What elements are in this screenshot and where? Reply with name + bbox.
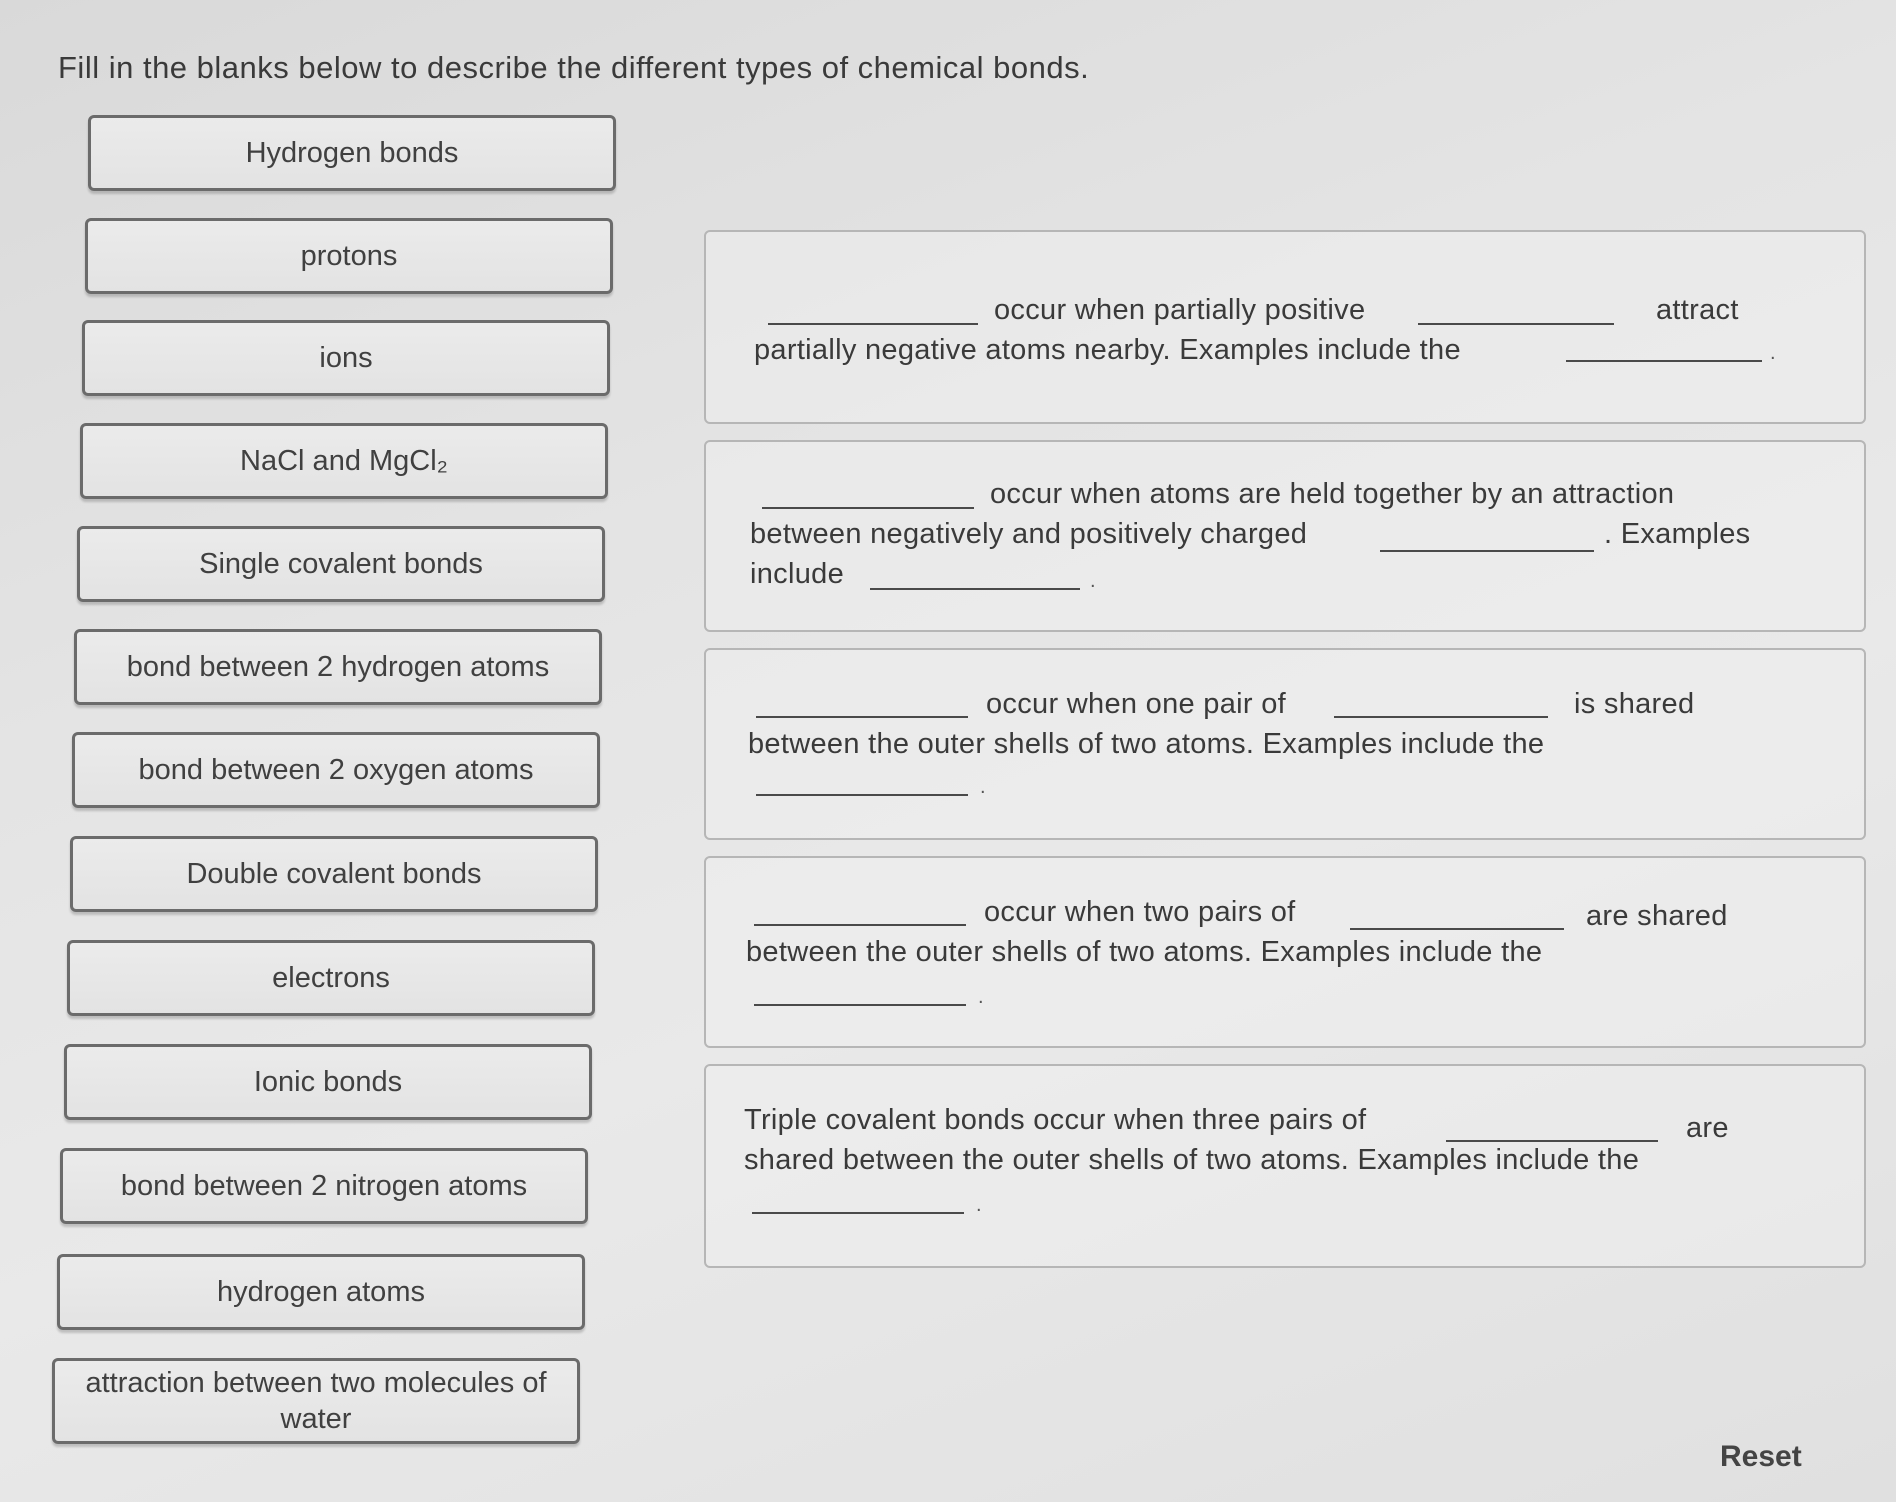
chip-hydrogen-bonds[interactable]: Hydrogen bonds [88,115,616,191]
chip-double-covalent-bonds[interactable]: Double covalent bonds [70,836,598,912]
passage-triple-covalent [704,1064,1866,1268]
ionic-end-punct: . [1090,570,1096,592]
triple-line1-end-text: are [1686,1112,1729,1144]
passage-ionic-bonds [704,440,1866,632]
single-line1-end-text: is shared [1574,688,1695,720]
blank-single-bond-type[interactable] [756,716,968,718]
blank-single-example[interactable] [756,794,968,796]
single-end-punct: . [980,776,986,798]
double-end-punct: . [978,986,984,1008]
chip-protons[interactable]: protons [85,218,613,294]
chip-attraction-water[interactable]: attraction between two molecules of water [52,1358,580,1444]
blank-hydrogen-bond-type[interactable] [768,323,978,325]
blank-double-example[interactable] [754,1004,966,1006]
ionic-line2-end-text: . Examples [1604,518,1751,550]
chip-bond-2-oxygen[interactable]: bond between 2 oxygen atoms [72,732,600,808]
double-line1-end-text: are shared [1586,900,1728,932]
instructions-text: Fill in the blanks below to describe the different types of chemical bonds. [58,50,1090,85]
chip-single-covalent-bonds[interactable]: Single covalent bonds [77,526,605,602]
blank-double-shared[interactable] [1350,928,1564,930]
blank-hydrogen-positive[interactable] [1418,323,1614,325]
chip-bond-2-nitrogen[interactable]: bond between 2 nitrogen atoms [60,1148,588,1224]
blank-single-shared[interactable] [1334,716,1548,718]
blank-ionic-bond-type[interactable] [762,507,974,509]
chip-electrons[interactable]: electrons [67,940,595,1016]
hydrogen-line2-text: partially negative atoms nearby. Examples include the [754,334,1461,366]
ionic-line2-text: between negatively and positively charged [750,518,1308,550]
hydrogen-line1-text: occur when partially positive [994,294,1366,326]
blank-ionic-charged[interactable] [1380,550,1594,552]
chip-ions[interactable]: ions [82,320,610,396]
blank-hydrogen-example[interactable] [1566,360,1762,362]
single-line2-text: between the outer shells of two atoms. Examples include the [748,728,1545,760]
ionic-line1-text: occur when atoms are held together by an attraction [990,478,1675,510]
chip-ionic-bonds[interactable]: Ionic bonds [64,1044,592,1120]
chip-bond-2-hydrogen[interactable]: bond between 2 hydrogen atoms [74,629,602,705]
passage-double-covalent [704,856,1866,1048]
passage-hydrogen-bonds [704,230,1866,424]
hydrogen-line1-end-text: attract [1656,294,1739,326]
reset-button[interactable]: Reset [1720,1440,1802,1473]
triple-line1-text: Triple covalent bonds occur when three pairs of [744,1104,1367,1136]
ionic-line3-text: include [750,558,844,590]
triple-end-punct: . [976,1194,982,1216]
blank-triple-shared[interactable] [1446,1140,1658,1142]
chip-hydrogen-atoms[interactable]: hydrogen atoms [57,1254,585,1330]
double-line1-text: occur when two pairs of [984,896,1296,928]
passage-single-covalent [704,648,1866,840]
triple-line2-text: shared between the outer shells of two atoms. Examples include the [744,1144,1640,1176]
hydrogen-end-punct: . [1770,342,1776,364]
chip-nacl-mgcl2[interactable]: NaCl and MgCl₂ [80,423,608,499]
blank-triple-example[interactable] [752,1212,964,1214]
blank-double-bond-type[interactable] [754,924,966,926]
single-line1-text: occur when one pair of [986,688,1286,720]
double-line2-text: between the outer shells of two atoms. Examples include the [746,936,1543,968]
blank-ionic-example[interactable] [870,588,1080,590]
